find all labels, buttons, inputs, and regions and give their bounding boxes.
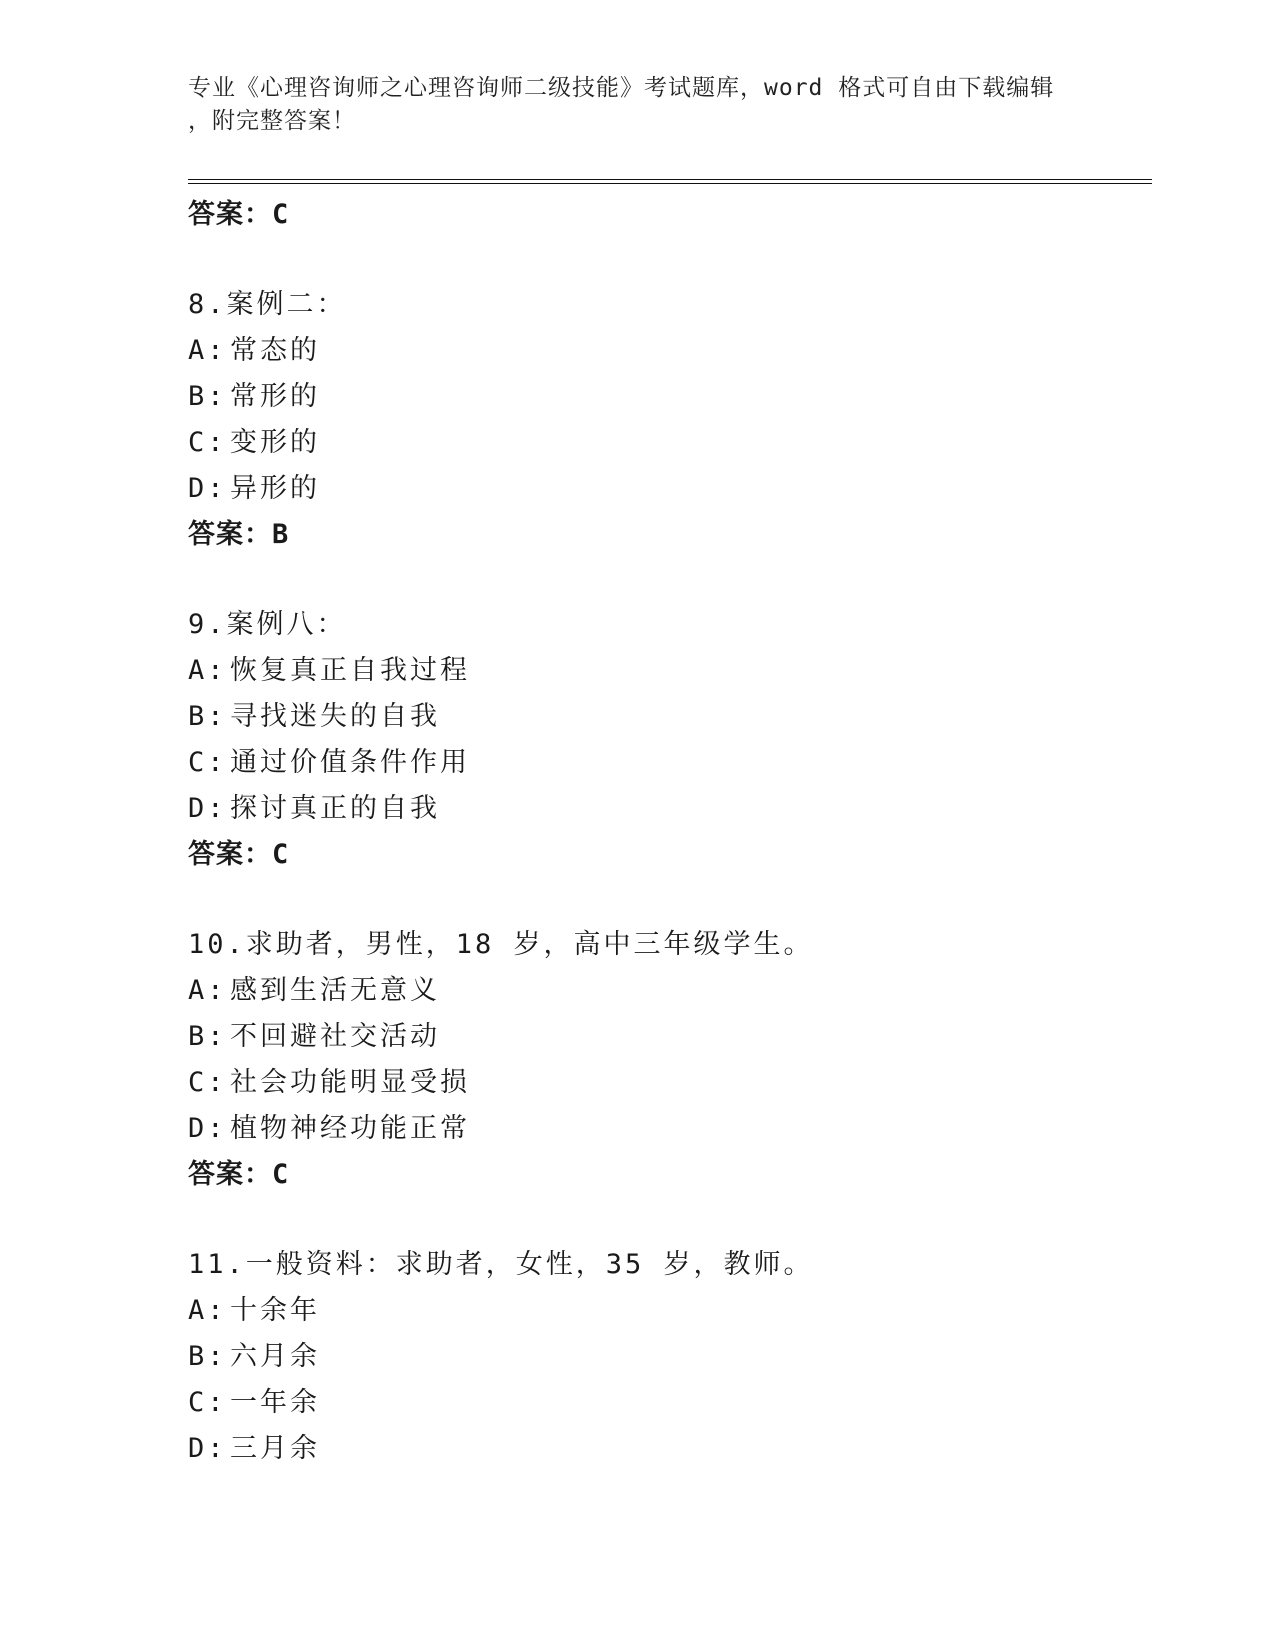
option-letter: B: bbox=[188, 1341, 227, 1372]
answer-line: 答案：B bbox=[188, 519, 290, 550]
option-text: 异形的 bbox=[230, 473, 320, 504]
option-d bbox=[188, 1426, 1148, 1472]
option-text: 常形的 bbox=[230, 381, 320, 412]
option-text: 不回避社交活动 bbox=[230, 1021, 440, 1052]
question-title: 10.求助者，男性，18 岁，高中三年级学生。 bbox=[188, 929, 814, 960]
question-list bbox=[188, 192, 1148, 1472]
option-text: 常态的 bbox=[230, 335, 320, 366]
answer-line: 答案：C bbox=[188, 1159, 290, 1190]
option-letter: D: bbox=[188, 1113, 227, 1144]
option-c bbox=[188, 740, 1148, 786]
spacer bbox=[188, 238, 1148, 282]
previous-answer: 答案：C bbox=[188, 199, 290, 230]
question-block-10 bbox=[188, 922, 1148, 1198]
option-a bbox=[188, 328, 1148, 374]
option-c bbox=[188, 1380, 1148, 1426]
option-letter: A: bbox=[188, 1295, 227, 1326]
option-d bbox=[188, 1106, 1148, 1152]
option-letter: C: bbox=[188, 1387, 227, 1418]
option-letter: D: bbox=[188, 1433, 227, 1464]
header-divider-top bbox=[188, 179, 1152, 180]
option-text: 探讨真正的自我 bbox=[230, 793, 440, 824]
option-a bbox=[188, 1288, 1148, 1334]
option-text: 十余年 bbox=[230, 1295, 320, 1326]
option-text: 感到生活无意义 bbox=[230, 975, 440, 1006]
option-letter: A: bbox=[188, 655, 227, 686]
header-divider-bottom bbox=[188, 183, 1152, 184]
option-c bbox=[188, 420, 1148, 466]
header-line-1: 专业《心理咨询师之心理咨询师二级技能》考试题库，word 格式可自由下载编辑 bbox=[188, 75, 1055, 101]
option-letter: B: bbox=[188, 381, 227, 412]
option-letter: D: bbox=[188, 473, 227, 504]
option-text: 六月余 bbox=[230, 1341, 320, 1372]
option-letter: C: bbox=[188, 1067, 227, 1098]
question-title: 9.案例八： bbox=[188, 609, 347, 640]
option-b bbox=[188, 374, 1148, 420]
option-letter: B: bbox=[188, 701, 227, 732]
option-text: 恢复真正自我过程 bbox=[230, 655, 470, 686]
question-block-9 bbox=[188, 602, 1148, 878]
option-text: 变形的 bbox=[230, 427, 320, 458]
answer-line: 答案：C bbox=[188, 839, 290, 870]
option-letter: B: bbox=[188, 1021, 227, 1052]
option-letter: D: bbox=[188, 793, 227, 824]
option-text: 植物神经功能正常 bbox=[230, 1113, 470, 1144]
option-b bbox=[188, 1334, 1148, 1380]
option-b bbox=[188, 694, 1148, 740]
spacer bbox=[188, 878, 1148, 922]
spacer bbox=[188, 1198, 1148, 1242]
option-d bbox=[188, 466, 1148, 512]
document-header bbox=[188, 72, 1088, 138]
option-a bbox=[188, 968, 1148, 1014]
question-block-8 bbox=[188, 282, 1148, 558]
option-letter: C: bbox=[188, 747, 227, 778]
option-text: 一年余 bbox=[230, 1387, 320, 1418]
option-c bbox=[188, 1060, 1148, 1106]
option-letter: A: bbox=[188, 975, 227, 1006]
question-title: 8.案例二： bbox=[188, 289, 347, 320]
option-text: 寻找迷失的自我 bbox=[230, 701, 440, 732]
option-text: 三月余 bbox=[230, 1433, 320, 1464]
option-a bbox=[188, 648, 1148, 694]
question-block-11 bbox=[188, 1242, 1148, 1472]
spacer bbox=[188, 558, 1148, 602]
option-letter: C: bbox=[188, 427, 227, 458]
option-d bbox=[188, 786, 1148, 832]
option-letter: A: bbox=[188, 335, 227, 366]
header-line-2: ，附完整答案！ bbox=[188, 108, 356, 134]
option-text: 社会功能明显受损 bbox=[230, 1067, 470, 1098]
option-text: 通过价值条件作用 bbox=[230, 747, 470, 778]
option-b bbox=[188, 1014, 1148, 1060]
question-title: 11.一般资料：求助者，女性，35 岁，教师。 bbox=[188, 1249, 814, 1280]
